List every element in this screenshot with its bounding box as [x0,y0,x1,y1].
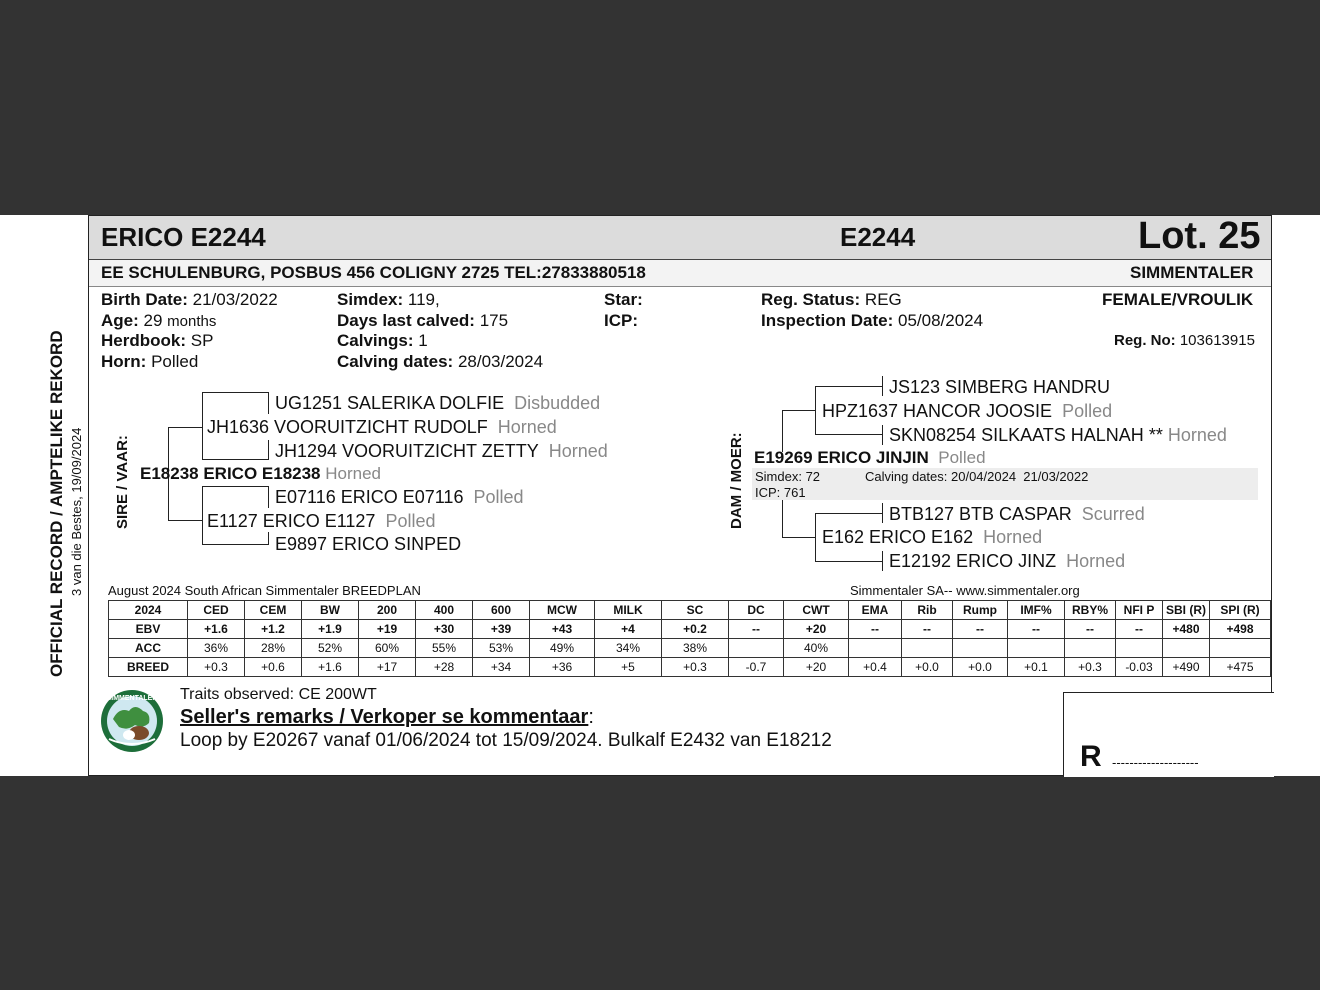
sire-tree-line [268,532,269,545]
dam-tree-line [782,500,783,537]
breedplan-cell: -- [1116,620,1163,639]
dam-tree-line [782,410,816,411]
breedplan-cell: 40% [784,639,849,658]
dam-dam: E162 ERICO E162 Horned [822,527,1043,547]
breedplan-cell: +1.6 [302,658,359,677]
breed-name: SIMMENTALER [1130,263,1254,282]
breedplan-header-cell: 600 [473,601,530,620]
breedplan-cell: +498 [1210,620,1271,639]
breedplan-row-label: ACC [109,639,188,658]
breedplan-cell: +5 [595,658,662,677]
breedplan-cell: +0.6 [245,658,302,677]
dam-calving-dates: Calving dates: 20/04/2024 21/03/2022 [865,469,1089,484]
dam-tree-line [882,551,883,571]
calving-dates: Calving dates: 28/03/2024 [337,352,544,371]
breedplan-cell: +0.4 [849,658,902,677]
breedplan-header-cell: MCW [530,601,595,620]
breedplan-cell: +0.2 [662,620,729,639]
age: Age: 29 months [101,311,217,330]
breedplan-cell: +0.3 [1065,658,1116,677]
reg-no: Reg. No: 103613915 [1114,332,1255,349]
breedplan-row [109,620,1271,639]
breedplan-cell [1116,639,1163,658]
animal-name: ERICO E2244 [101,222,266,252]
breedplan-cell: +0.0 [953,658,1008,677]
sire-tree-line [268,440,269,460]
breedplan-cell [1065,639,1116,658]
breedplan-row [109,658,1271,677]
breedplan-cell: 53% [473,639,530,658]
herdbook: Herdbook: SP [101,331,214,350]
breedplan-cell: +39 [473,620,530,639]
breedplan-website: Simmentaler SA-- www.simmentaler.org [850,583,1080,598]
breedplan-header-cell: CEM [245,601,302,620]
breedplan-cell: +480 [1163,620,1210,639]
breedplan-header-cell: Rib [902,601,953,620]
sire-tree-line [202,486,203,510]
sex: FEMALE/VROULIK [1102,290,1254,309]
dam-tree-line [782,410,783,452]
breedplan-cell [1163,639,1210,658]
dam-tree-line [815,513,816,561]
star-label: Star: [604,290,643,309]
breedplan-table [108,600,1271,677]
sire-dam-dam: E9897 ERICO SINPED [275,534,462,554]
birth-date: Birth Date: 21/03/2022 [101,290,278,309]
breedplan-header-cell: MILK [595,601,662,620]
breedplan-cell: -- [953,620,1008,639]
sire-tree-line [202,459,268,460]
breedplan-cell: 36% [188,639,245,658]
dam-name: E19269 ERICO JINJIN Polled [754,448,986,467]
dam-sire-dam: SKN08254 SILKAATS HALNAH ** Horned [889,425,1227,445]
dam-dam-dam: E12192 ERICO JINZ Horned [889,551,1126,571]
dam-icp: ICP: 761 [755,485,806,500]
header-bar [89,216,1271,260]
bottom-border [88,775,1064,776]
breedplan-cell: -- [849,620,902,639]
breedplan-cell: +20 [784,620,849,639]
traits-observed: Traits observed: CE 200WT [180,686,377,703]
inspector-note: 3 van die Bestes, 19/09/2024 [69,427,84,596]
sire-tree-line [168,427,202,428]
icp-label: ICP: [604,311,638,330]
breedplan-cell: +0.0 [902,658,953,677]
breedplan-cell: -- [1008,620,1065,639]
breedplan-cell: +475 [1210,658,1271,677]
dam-tree-line [815,434,882,435]
breedplan-cell: 38% [662,639,729,658]
dam-tree-line [882,376,883,396]
breedplan-cell: 55% [416,639,473,658]
sire-sire-dam: JH1294 VOORUITZICHT ZETTY Horned [275,441,608,461]
inspection-date: Inspection Date: 05/08/2024 [761,311,984,330]
breedplan-cell: +20 [784,658,849,677]
breedplan-row [109,639,1271,658]
breedplan-cell: +1.9 [302,620,359,639]
breedplan-cell: +1.2 [245,620,302,639]
dam-tree-line [815,386,882,387]
remarks-title: Seller's remarks / Verkoper se kommentaar: [180,706,594,728]
breedplan-header-cell: 2024 [109,601,188,620]
breedplan-header-cell: IMF% [1008,601,1065,620]
calvings: Calvings: 1 [337,331,428,350]
lot-number: Lot. 25 [1138,215,1261,257]
sire-dam: E1127 ERICO E1127 Polled [207,511,436,531]
breedplan-header-cell: Rump [953,601,1008,620]
sire-tree-line [202,486,268,487]
animal-id: E2244 [840,222,916,252]
dam-dam-sire: BTB127 BTB CASPAR Scurred [889,504,1145,524]
breedplan-cell: 49% [530,639,595,658]
price-label: R [1080,740,1102,773]
breedplan-cell [902,639,953,658]
sire-tree-line [202,508,203,544]
breedplan-cell: 52% [302,639,359,658]
price-line[interactable]: -------------------- [1112,755,1199,770]
sire-name: E18238 ERICO E18238 Horned [140,464,382,483]
remarks-text: Loop by E20267 vanaf 01/06/2024 tot 15/09/2024. Bulkalf E2432 van E18212 [180,730,832,751]
sire-tree-line [202,392,203,459]
horn: Horn: Polled [101,352,199,371]
dam-simdex: Simdex: 72 [755,469,821,484]
breedplan-header-cell: BW [302,601,359,620]
dam-tree-line [782,537,816,538]
breedplan-cell: +43 [530,620,595,639]
dam-tree-line [882,425,883,445]
breedplan-header-cell: CED [188,601,245,620]
breedplan-cell [1008,639,1065,658]
breedplan-cell: +19 [359,620,416,639]
breedplan-row-label: BREED [109,658,188,677]
breedplan-header-cell: 400 [416,601,473,620]
breedplan-header-cell: CWT [784,601,849,620]
breedplan-cell: +0.1 [1008,658,1065,677]
breedplan-cell: +4 [595,620,662,639]
dam-tree-line [815,561,882,562]
breedplan-cell: 28% [245,639,302,658]
breedplan-cell: -- [729,620,784,639]
breedplan-row-label: EBV [109,620,188,639]
breedplan-cell: +17 [359,658,416,677]
breedplan-header-cell: RBY% [1065,601,1116,620]
breedplan-cell: 34% [595,639,662,658]
sire-tree-line [168,520,202,521]
breedplan-cell [729,639,784,658]
breedplan-cell: -0.03 [1116,658,1163,677]
breedplan-header-cell: SC [662,601,729,620]
logo-text: SIMMENTALER [106,695,158,702]
breedplan-header-cell: 200 [359,601,416,620]
sire-tree-line [202,544,268,545]
breedplan-row [109,601,1271,620]
simdex: Simdex: 119, [337,290,440,309]
breedplan-cell: -- [902,620,953,639]
sire-sire: JH1636 VOORUITZICHT RUDOLF Horned [207,417,557,437]
breedplan-header-cell: EMA [849,601,902,620]
breedplan-header-cell: NFI P [1116,601,1163,620]
breedplan-header-cell: SPI (R) [1210,601,1271,620]
breedplan-cell: +1.6 [188,620,245,639]
sire-tree-line [268,486,269,508]
breedplan-cell [1210,639,1271,658]
breedplan-cell [849,639,902,658]
breedplan-cell: +36 [530,658,595,677]
breedplan-header-cell: DC [729,601,784,620]
breedplan-title: August 2024 South African Simmentaler BREEDPLAN [108,583,421,598]
dam-tree-line [815,386,816,434]
dam-tree-line [815,513,882,514]
breedplan-cell: +490 [1163,658,1210,677]
sire-tree-line [268,392,269,414]
reg-status: Reg. Status: REG [761,290,902,309]
breedplan-cell: +0.3 [188,658,245,677]
owner-address: EE SCHULENBURG, POSBUS 456 COLIGNY 2725 TEL:27833880518 [101,263,646,282]
breedplan-cell: +0.3 [662,658,729,677]
breedplan-cell: +34 [473,658,530,677]
simmentaler-logo [99,689,165,753]
sire-sire-sire: UG1251 SALERIKA DOLFIE Disbudded [275,393,601,413]
dam-label: DAM / MOER: [728,432,745,529]
breedplan-cell: +28 [416,658,473,677]
dam-tree-line [882,503,883,523]
breedplan-cell: -- [1065,620,1116,639]
dam-sire-sire: JS123 SIMBERG HANDRU [889,377,1111,397]
sire-tree-line [202,392,268,393]
sire-label: SIRE / VAAR: [114,435,131,529]
dam-sire: HPZ1637 HANCOR JOOSIE Polled [822,401,1113,421]
days-last-calved: Days last calved: 175 [337,311,509,330]
breedplan-cell: 60% [359,639,416,658]
breedplan-header-cell: SBI (R) [1163,601,1210,620]
breedplan-cell: -0.7 [729,658,784,677]
breedplan-cell [953,639,1008,658]
breedplan-cell: +30 [416,620,473,639]
sire-dam-sire: E07116 ERICO E07116 Polled [275,487,524,507]
official-record-label: OFFICIAL RECORD / AMPTELIKE REKORD [47,330,66,677]
